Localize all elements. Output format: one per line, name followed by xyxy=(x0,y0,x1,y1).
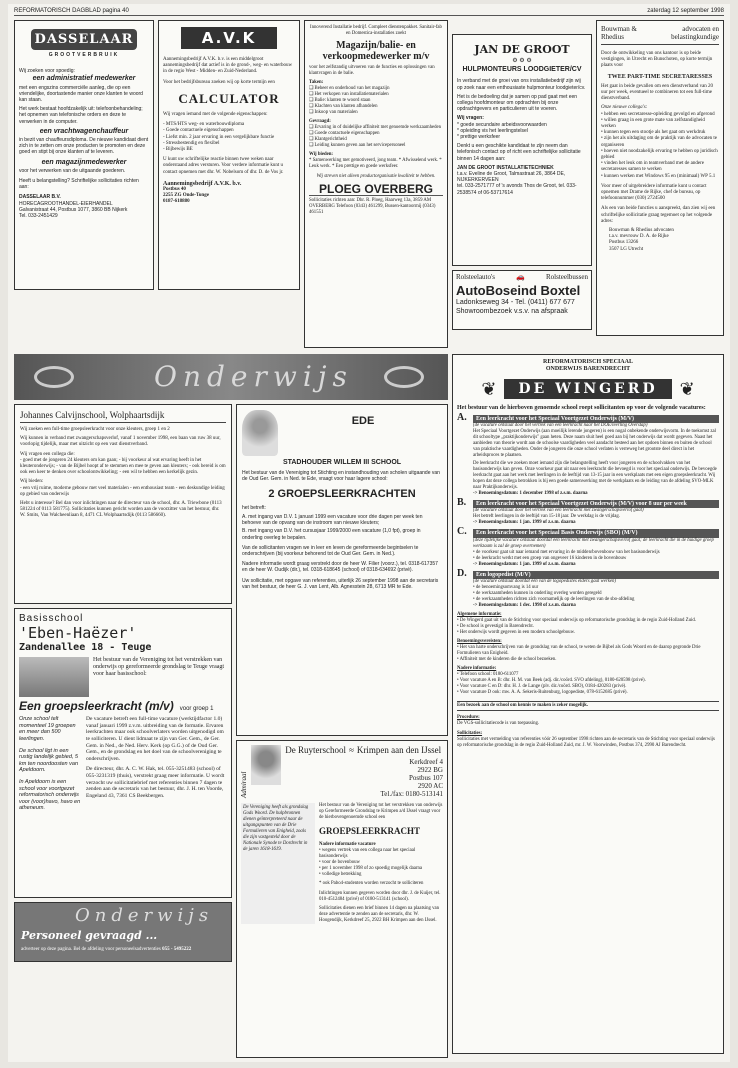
wingerd-b-date: -> Benoemingsdatum: 1 jan. 1999 of z.s.m. daarna xyxy=(473,520,576,526)
ruyter-info-list xyxy=(319,848,443,878)
onderwijs-banner-word: Onderwijs xyxy=(154,360,353,393)
ruyter-address-line: Tel./fax: 0180-513141 xyxy=(380,790,443,798)
avk-requirement-item: - Goede contactuele eigenschappen xyxy=(163,128,234,134)
degroot-text: In verband met de groei van ons installatiebedrijf zijn wij op zoek naar een enthousiaste hulpmonteur loodgieter/cv. xyxy=(457,78,586,91)
masthead-right: zaterdag 12 september 1998 xyxy=(647,8,724,14)
avk-ad xyxy=(158,20,300,290)
dasselaar-logo: DASSELAAR xyxy=(31,29,137,50)
wingerd-proc: De VGS-sollicitatiecode is van toepassing. xyxy=(457,720,540,726)
wingerd-nad-item: • Voor vacature D ook: mw. A. A. Sekeris-Ruitenburg, logopediste, 078-6152685 (privé). xyxy=(457,689,628,695)
ruyter-closing2: Sollicitaties dienen een brief binnen 14 dagen na plaatsing van deze advertentie te zenden aan de secretaris, dhr. W. Hoogendijk, Kerkdreef 25, 2922 BH Krimpen aan den IJssel. xyxy=(319,906,440,923)
boxtel-car-icon: 🚗 xyxy=(516,273,525,281)
ploeg-gevraagd-item: ❑ Klantgerichtheid xyxy=(309,137,347,142)
ruyter-left: De Vereniging heeft als grondslag Gods Woord. De hulpbronnen dienen geïnterpreteerd naar de uitgangspunten van de Drie Formulieren van Enigheid, zoals die zijn vastgesteld door de Nationale Synode te Dordrecht in de jaren 1618-1619. xyxy=(241,803,315,924)
wingerd-alg-item: • De school is gevestigd in Barendrecht. xyxy=(457,623,534,629)
calvijn-text1: Wij zoeken een full-time groepsleerkracht voor onze kleuters, groep 1 en 2 xyxy=(20,427,170,432)
ebenhaezer-ad xyxy=(14,608,232,898)
ebenhaezer-right2: De directeur, dhr. A. C. W. Hak, tel. 055-3251483 (school) of 055-3231319 (thuis), verstrekt graag meer informatie. U wordt verzocht uw sollicitatiebrief met referenties binnen 7 dagen te zenden aan de secretaris van het bestuur, dhr. J. H. ten Voorde, Engeland 43, 7361 CS Beekbergen. xyxy=(86,766,225,799)
wingerd-c-item: • de voorkeur gaat uit naar iemand met ervaring in de midden/bovenbouw van het basisonderwijs xyxy=(473,549,660,555)
wingerd-d-item: • de benoemingsomvang is 14 uur xyxy=(473,584,539,590)
wingerd-nad-item: • Voor vacature C en D: dhr. H. J. de Lange (plv. dir./coörd. SBO), 0184-420283 (privé). xyxy=(457,683,627,689)
ploeg-gevraagd-item: ❑ Leiding kunnen geven aan het servicepersoneel xyxy=(309,143,406,148)
wingerd-bezoek: Een bezoek aan de school om kennis te maken is zeker mogelijk. xyxy=(457,701,719,711)
grape-leaf-icon-2: ❦ xyxy=(679,378,695,399)
wingerd-c-title: Een leerkracht voor het Speciaal Basis Onderwijs (SBO) (M/V) xyxy=(473,529,719,537)
degroot-vragen-list xyxy=(457,122,587,141)
ploeg-logo: PLOEG OVERBERG xyxy=(318,182,434,196)
ploeg-gevraagd-item: ❑ Goede contactuele eigenschappen xyxy=(309,131,380,136)
bouwman-item: • kunnen tegen een stootje als het gaat om werkdruk xyxy=(601,130,706,136)
wingerd-d-items xyxy=(473,585,719,603)
wingerd-intro: Het bestuur van de hierboven genoemde school roept sollicitanten op voor de volgende vacatures: xyxy=(457,405,706,411)
banner-disc-icon-2 xyxy=(384,366,424,388)
bouwman-right: advocaten en xyxy=(682,25,719,33)
ploeg-top: Innoverend Installatie bedrijf. Compleet dienstenpakket. Sanitair-fab en Domestica-installaties zoekt xyxy=(310,25,442,36)
bouwman-left2: Rhedius xyxy=(601,33,624,41)
calvijn-vragen: - goed met de jongeren 24 kleuters om kan gaan; - bij voorkeur al wat ervaring heeft in het kleuteronderwijs; - van de Bijbel hoopt af te stemmen en mee te geven aan kleuters; - ook bereid is om ook een keer te denken over schoolontwikkeling; - een wil te hebben een kerkelijk gezin. xyxy=(20,457,226,476)
degroot-vragen-item: * prettige werksfeer xyxy=(457,134,501,141)
ruyter-info-item: • voor de bovenbouw xyxy=(319,860,360,865)
ede-ad xyxy=(236,404,448,736)
bouwman-right2: belastingkundige xyxy=(671,33,719,41)
wingerd-c-sub: (deze tijdelijke vacature ontstaat doordat een leerkracht met zwangerschapsverlof gaat; de leerkracht die in de huidige groep werkzaam is zal de groep overnemen) xyxy=(473,537,714,549)
wingerd-header2: ONDERWIJS BARENDRECHT xyxy=(545,366,631,372)
avk-intro: Aannemingsbedrijf A.V.K. b.v. is een middelgroot aannemingsbedrijf dat actief is in de grond-, weg- en waterbouw in de regio West - Midden- en Zuid-Nederland. xyxy=(163,57,293,75)
ede-text4: Uw sollicitatie, met opgave van referenties, uiterlijk 26 september 1998 aan de secretaris van het bestuur, de heer G. J. van Lent, Alb. Agnesstein 28, 6713 MR te Ede. xyxy=(242,577,439,590)
wingerd-d-item: • de werkzaamheden richten zich voornamelijk op de leerlingen van de sbo-afdeling xyxy=(473,596,635,602)
dasselaar-job1: een administratief medewerker xyxy=(32,75,136,83)
boxtel-ad xyxy=(452,270,592,330)
degroot-vragen-item: * goede secundaire arbeidsvoorwaarden xyxy=(457,121,547,128)
ede-school: STADHOUDER WILLEM III SCHOOL xyxy=(282,459,402,466)
banner-disc-icon xyxy=(34,366,74,388)
ploeg-taken-list xyxy=(309,86,443,116)
avk-closing: U kunt uw schriftelijke reactie binnen twee weken naar onderstaand adres versturen. Voor verdere informatie kunt u contact opnemen met dhr. W. Nobelsom of dhr. D. de Vos jr. xyxy=(163,157,284,175)
dasselaar-job3-text: voor het verwerken van de uitgaande goederen. xyxy=(19,167,126,174)
ruyter-name: De Ruyterschool xyxy=(285,745,346,755)
ruyter-pabo: * ook Pabo4-studenten worden verzocht te solliciteren xyxy=(319,881,424,886)
masthead-left: REFORMATORISCH DAGBLAD pagina 40 xyxy=(14,8,129,14)
ede-betreft: het betreft: xyxy=(242,504,266,511)
bouwman-title: TWEE PART-TIME SECRETARESSES xyxy=(607,73,713,80)
avk-requirements xyxy=(163,122,295,153)
wingerd-b-text: Het betreft leerlingen in de leeftijd van 15-18 jaar. De werkdag is de vrijdag. xyxy=(473,514,620,520)
wingerd-soll: Sollicitaties met vermelding van referenties vóór 26 september 1998 richten aan de secretaris van de Stichting voor speciaal onderwijs op reformatorische grondslag in de regio Zuid-Holland Zuid, mr. J. W. Voorwinden, Postbus 374, 2990 AJ Barendrecht. xyxy=(457,736,715,748)
dasselaar-job2: een vrachtwagenchauffeur xyxy=(39,127,129,135)
avk-requirement-item: - Stressbestendig en flexibel xyxy=(163,140,220,146)
bouwman-items xyxy=(601,112,719,180)
wingerd-alg-heading: Algemene informatie: xyxy=(457,611,502,617)
ploeg-ad xyxy=(304,20,448,348)
ebenhaezer-label: Basisschool xyxy=(19,613,84,624)
bouwman-text2: Het gaat in beide gevallen om een dienstverband van 20 uur per week, eventueel te combineren tot een full-time dienstverband. xyxy=(601,83,714,102)
dasselaar-contact: Heeft u belangstelling? Schriftelijke sollicitaties richten aan: xyxy=(19,178,139,191)
ebenhaezer-right1: De vacature betreft een full-time vacature (werktijdfactor 1.0) vanaf januari 1999 z.v.m. uitbreiding van de formatie. Ervaren leerkrachten maar ook schoolverlaters worden uitgenodigd om te solliciteren. U dient lidmaat te zijn van Ger. Gem., de Ger. Gem. in Ned., de Ned. Herv. Kerk (op G.G.) of de Oud Ger. Gem., en de grondslag en het doel van de schoolvereniging te onderschrijven. xyxy=(86,716,224,762)
ruyter-intro: Het bestuur van de Vereniging tot het verstrekken van onderwijs op Gereformeerde Grondslag te Krimpen a/d IJssel vraagt voor de hierbovengenoemde school een xyxy=(319,803,443,820)
ruyter-address xyxy=(285,758,443,798)
ede-a: A. met ingang van D.V. 1 januari 1999 een vacature voor drie dagen per week ten behoeve van de opvang van de instroom van nieuwe kleuters; xyxy=(242,514,423,527)
avk-requirement-item: - Liefst min. 2 jaar ervaring in een vergelijkbare functie xyxy=(163,134,275,140)
personeel-ad xyxy=(14,902,232,962)
dasselaar-job1-text: met een engszins commerciële aanleg, die op een vriendelijke, doortastende manier onze klanten te woord kan staan. xyxy=(19,84,143,104)
calvijn-ad xyxy=(14,404,232,604)
wingerd-d-item: • de werkzaamheden kunnen in onderling overleg worden geregeld xyxy=(473,590,602,596)
bouwman-text4: Als een van beide functies u aanspreekt, dan zien wij een schriftelijke sollicitatie graag tegemoet op het volgende adres: xyxy=(601,206,716,224)
wingerd-ben-item: • Het van harte onderschrijven van de grondslag van de school, te weten de Bijbel als Gods Woord en de daarop gegronde Drie Formulieren van Enigheid. xyxy=(457,644,701,656)
personeel-band: Onderwijs xyxy=(75,905,214,926)
bouwman-address xyxy=(601,228,719,253)
bouwman-text3: Voor meer of uitgebreidere informatie kunt u contact opnemen met Drame de Rijke, chef de bureau, op telefoonnummer (030) 2724500 xyxy=(601,183,707,202)
degroot-sub: HULPMONTEURS LOODGIETER/CV xyxy=(462,66,582,74)
bouwman-address-line: Postbus 13266 xyxy=(609,240,639,246)
avk-title: CALCULATOR xyxy=(178,90,280,106)
dasselaar-job2-text: in bezit van chauffeursdiploma. De nieuwe kandidaat dient zich in te zetten om onze producten te promoten en deze goed en stipt bij onze klanten af te leveren. xyxy=(19,137,149,156)
ruyter-address-line: 2922 BG xyxy=(417,766,443,774)
ploeg-taken-item: ❑ Inkoop van materialen xyxy=(309,110,358,115)
boxtel-title: AutoBoseind Boxtel xyxy=(456,283,581,299)
bouwman-item: • willen graag in een grote mate van zelfstandigheid werken xyxy=(601,117,705,130)
ploeg-gevraagd-item: ❑ Ervaring in of duidelijke affiniteit met genoemde werkzaamheden xyxy=(309,125,442,130)
wingerd-ben-list xyxy=(457,645,719,663)
avk-logo: A.V.K xyxy=(181,27,277,49)
wingerd-a-title: Een leerkracht voor het Speciaal Voortgezet Onderwijs (M/V) xyxy=(473,415,719,423)
bouwman-left: Bouwman & xyxy=(601,25,637,33)
ruyter-portrait-icon xyxy=(251,745,281,785)
ebenhaezer-left1: Onze school telt momenteel 19 groepen en meer dan 500 leerlingen. xyxy=(19,716,76,742)
ebenhaezer-text: Het bestuur van de Vereniging tot het verstrekken van onderwijs op gereformeerde grondslag te Teuge vraagt voor haar basisschool: xyxy=(93,657,225,677)
wingerd-c-item: • de leerkracht werkt met een groep van ongeveer 16 kinderen in de bovenbouw xyxy=(473,555,627,561)
bouwman-address-line: t.a.v. mevrouw D. A. de Rijke xyxy=(609,234,669,240)
wingerd-nad-list xyxy=(457,672,719,696)
boxtel-address: Ladonkseweg 34 - Tel. (0411) 677 677 xyxy=(456,299,575,307)
ede-text: Het bestuur van de Vereniging tot Stichting en instandhouding van scholen uitgaande van de Oud Ger. Gem. in Ned. te Ede, vraagt voor haar lagere school: xyxy=(242,470,440,483)
dasselaar-ad xyxy=(14,20,154,290)
boxtel-brand1: Rolsteelauto's xyxy=(456,273,495,281)
wingerd-nad-heading: Nadere informatie: xyxy=(457,665,497,671)
wingerd-soll-heading: Sollicitaties: xyxy=(457,730,483,736)
masthead xyxy=(14,6,724,16)
ruyter-side: Admiraal xyxy=(240,771,248,798)
avk-requirement-item: - MTS/HTS weg- en waterbouwdiploma xyxy=(163,122,245,128)
dasselaar-address: Galvanistraat 44, Postbus 1077, 3860 BB Nijkerk xyxy=(19,206,128,213)
dasselaar-subtitle: GROOTVERBRUIK xyxy=(48,52,120,58)
ede-city: EDE xyxy=(351,415,375,427)
wingerd-ben-item: • Affiniteit met de kinderen die de school bezoeken. xyxy=(457,656,557,662)
wingerd-alg-list xyxy=(457,618,719,636)
wingerd-a-letter: A. xyxy=(457,412,467,423)
calvijn-text2: Wij kunnen in verband met zwangerschapsverlof, vanaf 1 november 1998, een baan van ruw 38 uur, voorlopig tijdelijk, maar met uitzicht op een vast dienstverband. xyxy=(20,436,221,448)
wingerd-a-text2: De leerkracht die we zoeken moet iemand zijn die belangstelling heeft voor jongeren en de schoolvakken van het basisonderwijs kan geven. Onze voorkeur gaat uit naar een leerkracht die bevoegd is voor het speciaal onderwijs. De bevoegde leerkracht gaat aan het werk met leerlingen in de leeftijd van 13-15 jaar in een werkplaats met een eigen groepsleerkracht. Wij hopen dat deze collega betrokken is bij een goede samenwerking met de werkplaats en de leiding van de afdeling SVO-MLK naar Praktijkonderwijs. xyxy=(473,461,717,491)
boxtel-sub: Showroombezoek v.s.v. na afspraak xyxy=(456,308,568,316)
bouwman-address-line: 3507 LG Utrecht xyxy=(609,246,644,252)
wingerd-b-title: Een leerkracht voor het Speciaal Voortgezet Onderwijs (M/V) voor 8 uur per week xyxy=(473,500,719,508)
ploeg-taken-heading: Taken: xyxy=(309,80,324,85)
wingerd-d-date: -> Benoemingsdatum: 1 dec. 1998 of z.s.m. daarna xyxy=(473,602,576,608)
ede-text2: Van de sollicitanten vragen we in leer en leven de gereformeerde begintselen te onderschrijven (bij voorkeur behorend tot de Oud Ger. Gem. in Ned.). xyxy=(242,544,419,558)
avk-intro2: Voor het bedrijfsbureau zoeken wij op korte termijn een xyxy=(163,79,275,85)
wingerd-b-sub: (de vacature ontstaat door het vertrek van een leerkracht met zwangerschapsverlof gaat) xyxy=(473,508,644,514)
degroot-vragen-heading: Wij vragen: xyxy=(457,115,484,122)
calvijn-bieden: - een vrij ruime, moderne gebouw met veel materialen - een enthousiast team - een deskundige leiding op gebied van onderwijs xyxy=(20,485,225,497)
wingerd-d-letter: D. xyxy=(457,567,467,579)
degroot-ad xyxy=(452,34,592,266)
ebenhaezer-group: voor groep 1 xyxy=(179,706,214,712)
ploeg-taken-item: ❑ Beheer en onderhoud van het magazijn xyxy=(309,86,390,91)
boxtel-brand2: Rolsteelbussen xyxy=(545,273,588,281)
ebenhaezer-photo xyxy=(19,657,89,697)
ploeg-taken-item: ❑ Klachten van klanten afhandelen xyxy=(309,104,378,109)
wave-icon: ≈ xyxy=(348,745,354,755)
wingerd-nad-item: • Telefoon school: 0180-611077 xyxy=(457,671,519,677)
dasselaar-job1-text2: Het werk bestaat hoofdzakelijk uit: telefoonbehandeling; het opnemen van telefonische orders en deze te verwerken in de computer. xyxy=(19,106,143,125)
ruyter-closing: Inlichtingen kunnen gegeven worden door dhr. J. de Kuijer, tel. 010-4512484 (privé) of 0180-513141 (school). xyxy=(319,891,441,902)
ploeg-taken-item: ❑ Balie: klanten te woord staan xyxy=(309,98,371,103)
dasselaar-company: DASSELAAR B.V. xyxy=(19,194,61,201)
ruyter-address-line: Kerkdreef 4 xyxy=(409,758,443,766)
dasselaar-tel: Tel. 033-2451429 xyxy=(19,213,58,220)
wingerd-ad xyxy=(452,354,724,1054)
ploeg-taken-item: ❑ Het verkopen van installatiematerialen xyxy=(309,92,389,97)
bouwman-ad xyxy=(596,20,724,336)
bouwman-address-line: Bouwman & Rhedius advocaten xyxy=(609,228,674,234)
wingerd-header1: REFORMATORISCH SPECIAAL xyxy=(543,359,633,365)
wingerd-c-items xyxy=(473,550,719,562)
ruyter-info-item: • per 1 november 1998 of zo spoedig mogelijk daarna xyxy=(319,866,423,871)
ploeg-text: voor het zelfstandig uitvoeren van de functies en oplossingen van klantvragen in de balie. xyxy=(309,65,435,76)
wingerd-c-date: -> Benoemingsdatum: 1 jan. 1999 of z.s.m. daarna xyxy=(473,561,576,567)
dasselaar-company2: HORECAGROOTHANDEL-EIERHANDEL xyxy=(19,200,113,207)
degroot-closing: Denkt u een geschikte kandidaat te zijn neem dan telefonisch contact op of richt een schriftelijke sollicitatie binnen 14 dagen aan: xyxy=(457,143,581,162)
avk-city: 2255 ZG Onde-Tonge xyxy=(163,193,209,199)
wingerd-alg-item: • Het onderwijs wordt gegeven in een modern schoolgebouw. xyxy=(457,629,575,635)
willem-portrait-icon xyxy=(242,410,278,456)
onderwijs-banner xyxy=(14,354,448,400)
bouwman-item: • hoeven niet noodzakelijk ervaring te hebben op juridisch gebied xyxy=(601,148,718,161)
ebenhaezer-address: Zandenallee 18 - Teuge xyxy=(19,642,152,653)
bouwman-onze-heading: Onze nieuwe collega's: xyxy=(601,105,648,111)
avk-tel: 0187-618880 xyxy=(163,199,190,205)
degroot-logo: JAN DE GROOT xyxy=(474,43,570,56)
personeel-tel: 055 - 5495222 xyxy=(162,947,192,952)
avk-req-intro: Wij vragen iemand met de volgende eigenschappen: xyxy=(163,112,268,118)
bouwman-item: • vinden het leuk om in teamverband met de andere secretaresses samen te werken xyxy=(601,161,704,173)
bouwman-text: Door de ontwikkeling van ons kantoor is op beide vestigingen, in Utrecht en Bunschoten, op korte termijn plaats voor xyxy=(601,51,713,69)
avk-company: Aannemingsbedrijf A.V.K. b.v. xyxy=(163,180,242,187)
wingerd-a-date: -> Benoemingsdatum: 1 december 1998 of z.s.m. daarna xyxy=(473,491,588,497)
grape-leaf-icon: ❦ xyxy=(481,378,497,399)
ploeg-gevraagd-heading: Gevraagd: xyxy=(309,119,331,124)
wingerd-a-sub: (de vacature ontstaat door het vertrek van een leerkracht naar het DOE/leerling Overstap) xyxy=(473,423,648,429)
ploeg-gevraagd-list xyxy=(309,125,443,149)
degroot-vragen-item: * opleiding vis het leerlingstelsel xyxy=(457,127,528,134)
ebenhaezer-name: 'Eben-Haëzer' xyxy=(19,624,137,642)
ede-text3: Nadere informatie wordt graag verstrekt door de heer W. Filier (voorz.), tel. 0318-617357 en de heer W. Oudijk (dir.), tel. 0318-618645 (school) of 0318-634692 (privé). xyxy=(242,561,438,574)
calvijn-vragen-heading: Wij vragen een collega die: xyxy=(20,451,75,457)
bouwman-item: • kunnen werken met Windows 95 en (minimaal) WP 5.1 xyxy=(601,173,716,179)
ruyter-info-item: • wegens vertrek van een collega naar het speciaal basisonderwijs xyxy=(319,848,416,859)
degroot-text2: Het is de bedoeling dat je samen op pad gaat met een collega hoofdmonteur om opdrachten bij onze opdrachtgevers en particulieren uit te voeren. xyxy=(457,93,578,113)
calvijn-title: Johannes Calvijnschool, Wolphaartsdijk xyxy=(20,410,226,423)
degroot-brands-icon: ⚙ ⚙ ⚙ xyxy=(512,58,532,64)
calvijn-closing: Hebt u interesse? Bel dan voor inlichtingen naar de directeur van de school, dhr. A. Triewbone (0113 581224 of 0113 581775). Sollicitaties kunnen gericht worden aan de voorzitter van het bestuur, dhr. W. Smits, Van Walcheenliaan 8, 4471 CL Wolphaartsdijk (0113 586660). xyxy=(20,501,222,519)
ruyter-address-line: Postbus 107 xyxy=(408,774,443,782)
wingerd-alg-item: • De Wingerd gaat uit van de Stichting voor speciaal onderwijs op reformatorische grondslag in de regio Zuid-Holland Zuid. xyxy=(457,617,696,623)
ruyter-title: GROEPSLEERKRACHT xyxy=(319,826,421,836)
newspaper-page xyxy=(8,4,730,1062)
ruyter-info-heading: Nadere informatie vacature xyxy=(319,842,376,847)
degroot-company: JAN DE GROOT INSTALLATIETECHNIEK xyxy=(457,164,554,171)
ede-b: B. met ingang van D.V. het cursusjaar 1999/2000 een vacature (1,0 fpt), groep in onderling overleg te bepalen. xyxy=(242,528,421,541)
wingerd-ben-heading: Benoemingsvereisten: xyxy=(457,638,502,644)
ruyter-info-item: • volledige betrekking xyxy=(319,872,362,877)
dasselaar-intro: Wij zoeken voor spoedig: xyxy=(19,68,75,75)
wingerd-d-sub: (de vacature ontstaat doordat één van de logopedistes elders gaat werken) xyxy=(473,578,616,584)
ebenhaezer-left2: De school ligt in een rustig landelijk gebied, 5 km ten noordoosten van Apeldoorn. xyxy=(19,747,79,774)
ploeg-title: Magazijn/balie- en verkoopmedewerker m/v xyxy=(322,40,430,62)
ebenhaezer-left3: In Apeldoorn is een school voor voortgezet reformatorisch onderwijs voor (voor)havo, havo en atheneum. xyxy=(19,778,81,812)
ploeg-footer: Sollicitaties richten aan: Dhr. R. Ploeg, Haarweg 13a, 3859 AM OVERBERG Telefoon (0343) 461299, Bussen-kantoormij (0343) 461551 xyxy=(309,195,443,216)
wingerd-proc-heading: Procedure: xyxy=(457,714,480,720)
ede-title: 2 GROEPSLEERKRACHTEN xyxy=(268,487,416,500)
ruyter-city: Krimpen aan den IJssel xyxy=(356,745,442,755)
wingerd-name: DE WINGERD xyxy=(504,379,671,399)
wingerd-a-text: Het Speciaal Voortgezet Onderwijs (aan moeilijk lerende jongeren) is een nogal onbekende onderwijsvorm. In de toekomst zal dit schooltype „praktijkonderwijs" gaan heten. Deze naam sluit heel goed aan bij het onderwijs dat wordt gegeven. Naast het aanbieden van theorie wordt aan de schoolse vaardigheden veel aandacht besteed aan het opdoen binnen en buiten de school van praktische vaardigheden. Onder de jongeren die onze school verlaten is verreweg het grootste deel direct in het arbeidsproces te plaatsen. xyxy=(473,429,716,459)
wingerd-b-letter: B. xyxy=(457,497,467,509)
wingerd-d-title: Een logopedist (M/V) xyxy=(473,571,719,579)
degroot-address: t.a.v. Eveline de Groot, Talmastraat 26, 3864 DE, NIJKERKERVEEN xyxy=(457,171,566,184)
degroot-tel: tel. 033-2571777 of 's avonds Thos de Groot, tel. 033-2538574 of 06-53717614 xyxy=(457,183,577,196)
ruyter-ad xyxy=(236,740,448,1058)
wingerd-nad-item: • Voor vacature A en B: dhr. H. M. van Beek (adj. dir./coörd. SVO afdeling), 0180-620598 (privé). xyxy=(457,677,646,683)
avk-requirement-item: - Bijbewijs BE xyxy=(163,147,193,153)
calvijn-bieden-heading: Wij bieden: xyxy=(20,479,44,485)
ploeg-closing: Wij streven niet alleen productorganisatie kwaliteit te hebben. xyxy=(316,174,436,179)
ebenhaezer-title: Een groepsleerkracht (m/v) xyxy=(19,699,174,713)
ruyter-address-line: 2920 AC xyxy=(417,782,443,790)
ploeg-bieden: * Samenwerking met gemotiveerd, jong team. * Afwisselend werk. * Leuk werk. * Een prettige en goede werksfeer. xyxy=(309,158,442,169)
bouwman-item: • zijn het als uitdaging om de praktijk van de advocaten te organiseren xyxy=(601,136,718,148)
wingerd-c-letter: C. xyxy=(457,526,467,538)
avk-postbus: Postbus 40 xyxy=(163,187,186,193)
personeel-text: adverteer op deze pagina. Bel de afdeling voor personeelsadvertenties xyxy=(21,947,161,952)
ploeg-bieden-heading: Wij bieden: xyxy=(309,152,334,157)
bouwman-item: • hebben een secretaresse-opleiding gevolgd en afgerond xyxy=(601,111,715,117)
dasselaar-job3: een magazijnmedewerker xyxy=(41,158,127,166)
personeel-title: Personeel gevraagd ... xyxy=(21,929,158,942)
